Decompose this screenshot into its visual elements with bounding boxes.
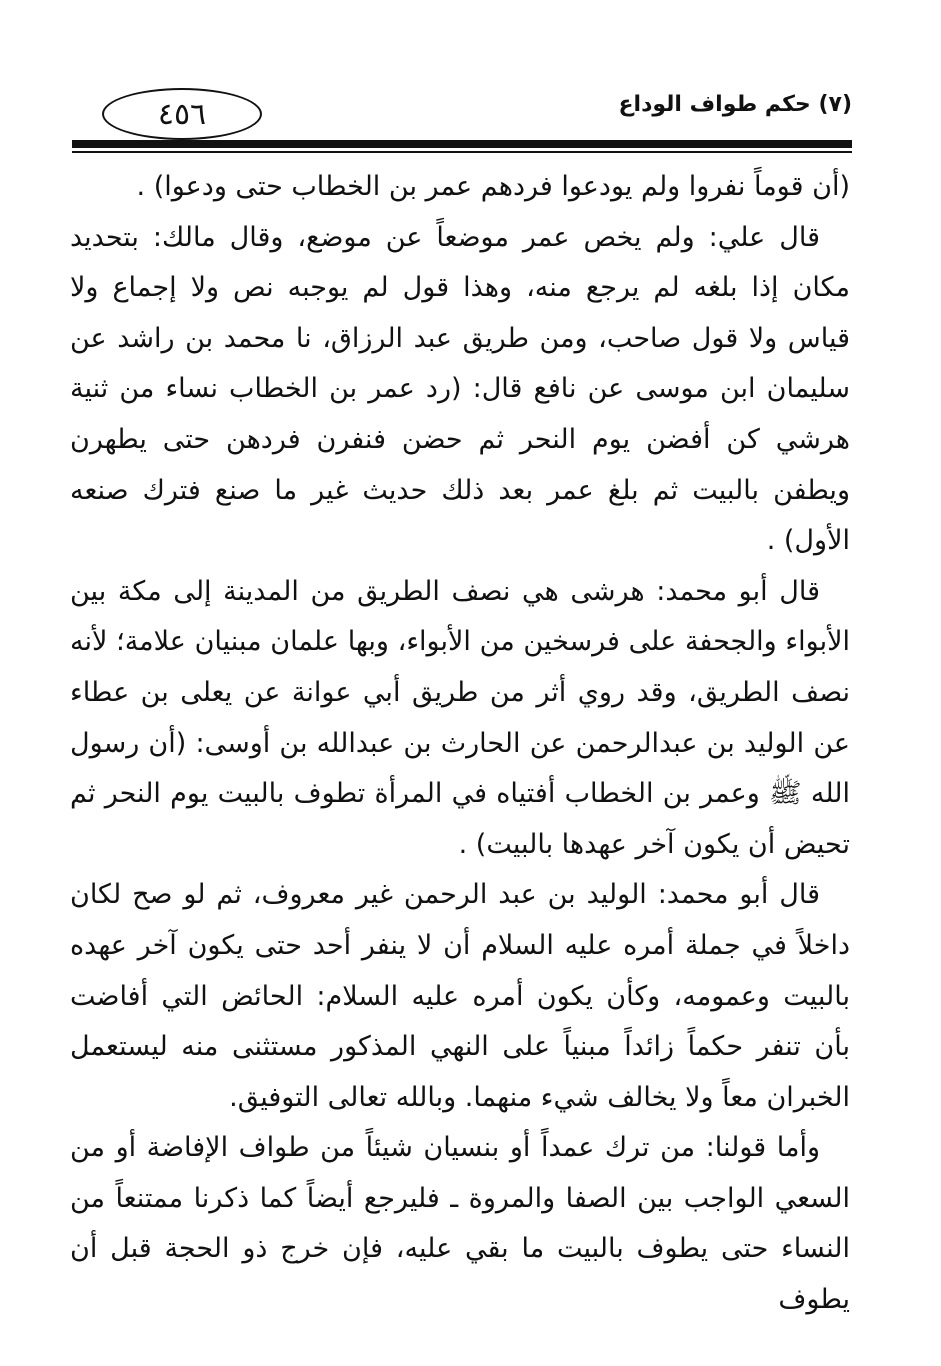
header-rule-thin [72,151,852,153]
paragraph-3: قال أبو محمد: هرشى هي نصف الطريق من المدينة إلى مكة بين الأبواء والجحفة على فرسخين من الأبواء، وبها علمان مبنيان علامة؛ لأنه نصف الطريق، وقد روي أثر من طريق أبي عوانة عن يعلى بن عطاء عن الوليد بن عبدالرحمن عن الحارث بن عبدالله بن أوسى: (أن رسول الله ﷺ وعمر بن الخطاب أفتياه في المرأة تطوف بالبيت يوم النحر ثم تحيض أن يكون آخر عهدها بالبيت) . [70,575,850,860]
page-number: ٤٥٦ [102,88,262,140]
paragraph-2: قال علي: ولم يخص عمر موضعاً عن موضع، وقال مالك: بتحديد مكان إذا بلغه لم يرجع منه، وهذا قول لم يوجبه نص ولا إجماع ولا قياس ولا قول صاحب، ومن طريق عبد الرزاق، نا محمد بن راشد عن سليمان ابن موسى عن نافع قال: (رد عمر بن الخطاب نساء من ثنية هرشي كن أفضن يوم النحر ثم حضن فنفرن فردهن حتى يطهرن ويطفن بالبيت ثم بلغ عمر بعد ذلك حديث غير ما صنع فترك صنعه الأول) . [70,221,850,557]
body-text [70,162,850,1326]
running-title: (٧) حكم طواف الوداع [618,92,852,117]
page-header [72,80,852,142]
paragraph-4: قال أبو محمد: الوليد بن عبد الرحمن غير معروف، ثم لو صح لكان داخلاً في جملة أمره عليه السلام أن لا ينفر أحد حتى يكون آخر عهده بالبيت وعمومه، وكأن يكون أمره عليه السلام: الحائض التي أفاضت بأن تنفر حكماً زائداً مبنياً على النهي المذكور مستثنى منه ليستعمل الخبران معاً ولا يخالف شيء منهما. وبالله تعالى التوفيق. [70,879,850,1113]
paragraph-5: وأما قولنا: من ترك عمداً أو بنسيان شيئاً من طواف الإفاضة أو من السعي الواجب بين الصفا والمروة ـ فليرجع أيضاً كما ذكرنا ممتنعاً من النساء حتى يطوف بالبيت ما بقي عليه، فإن خرج ذو الحجة قبل أن يطوف [70,1132,850,1316]
header-rule [72,140,852,148]
paragraph-1: (أن قوماً نفروا ولم يودعوا فردهم عمر بن الخطاب حتى ودعوا) . [136,171,850,202]
